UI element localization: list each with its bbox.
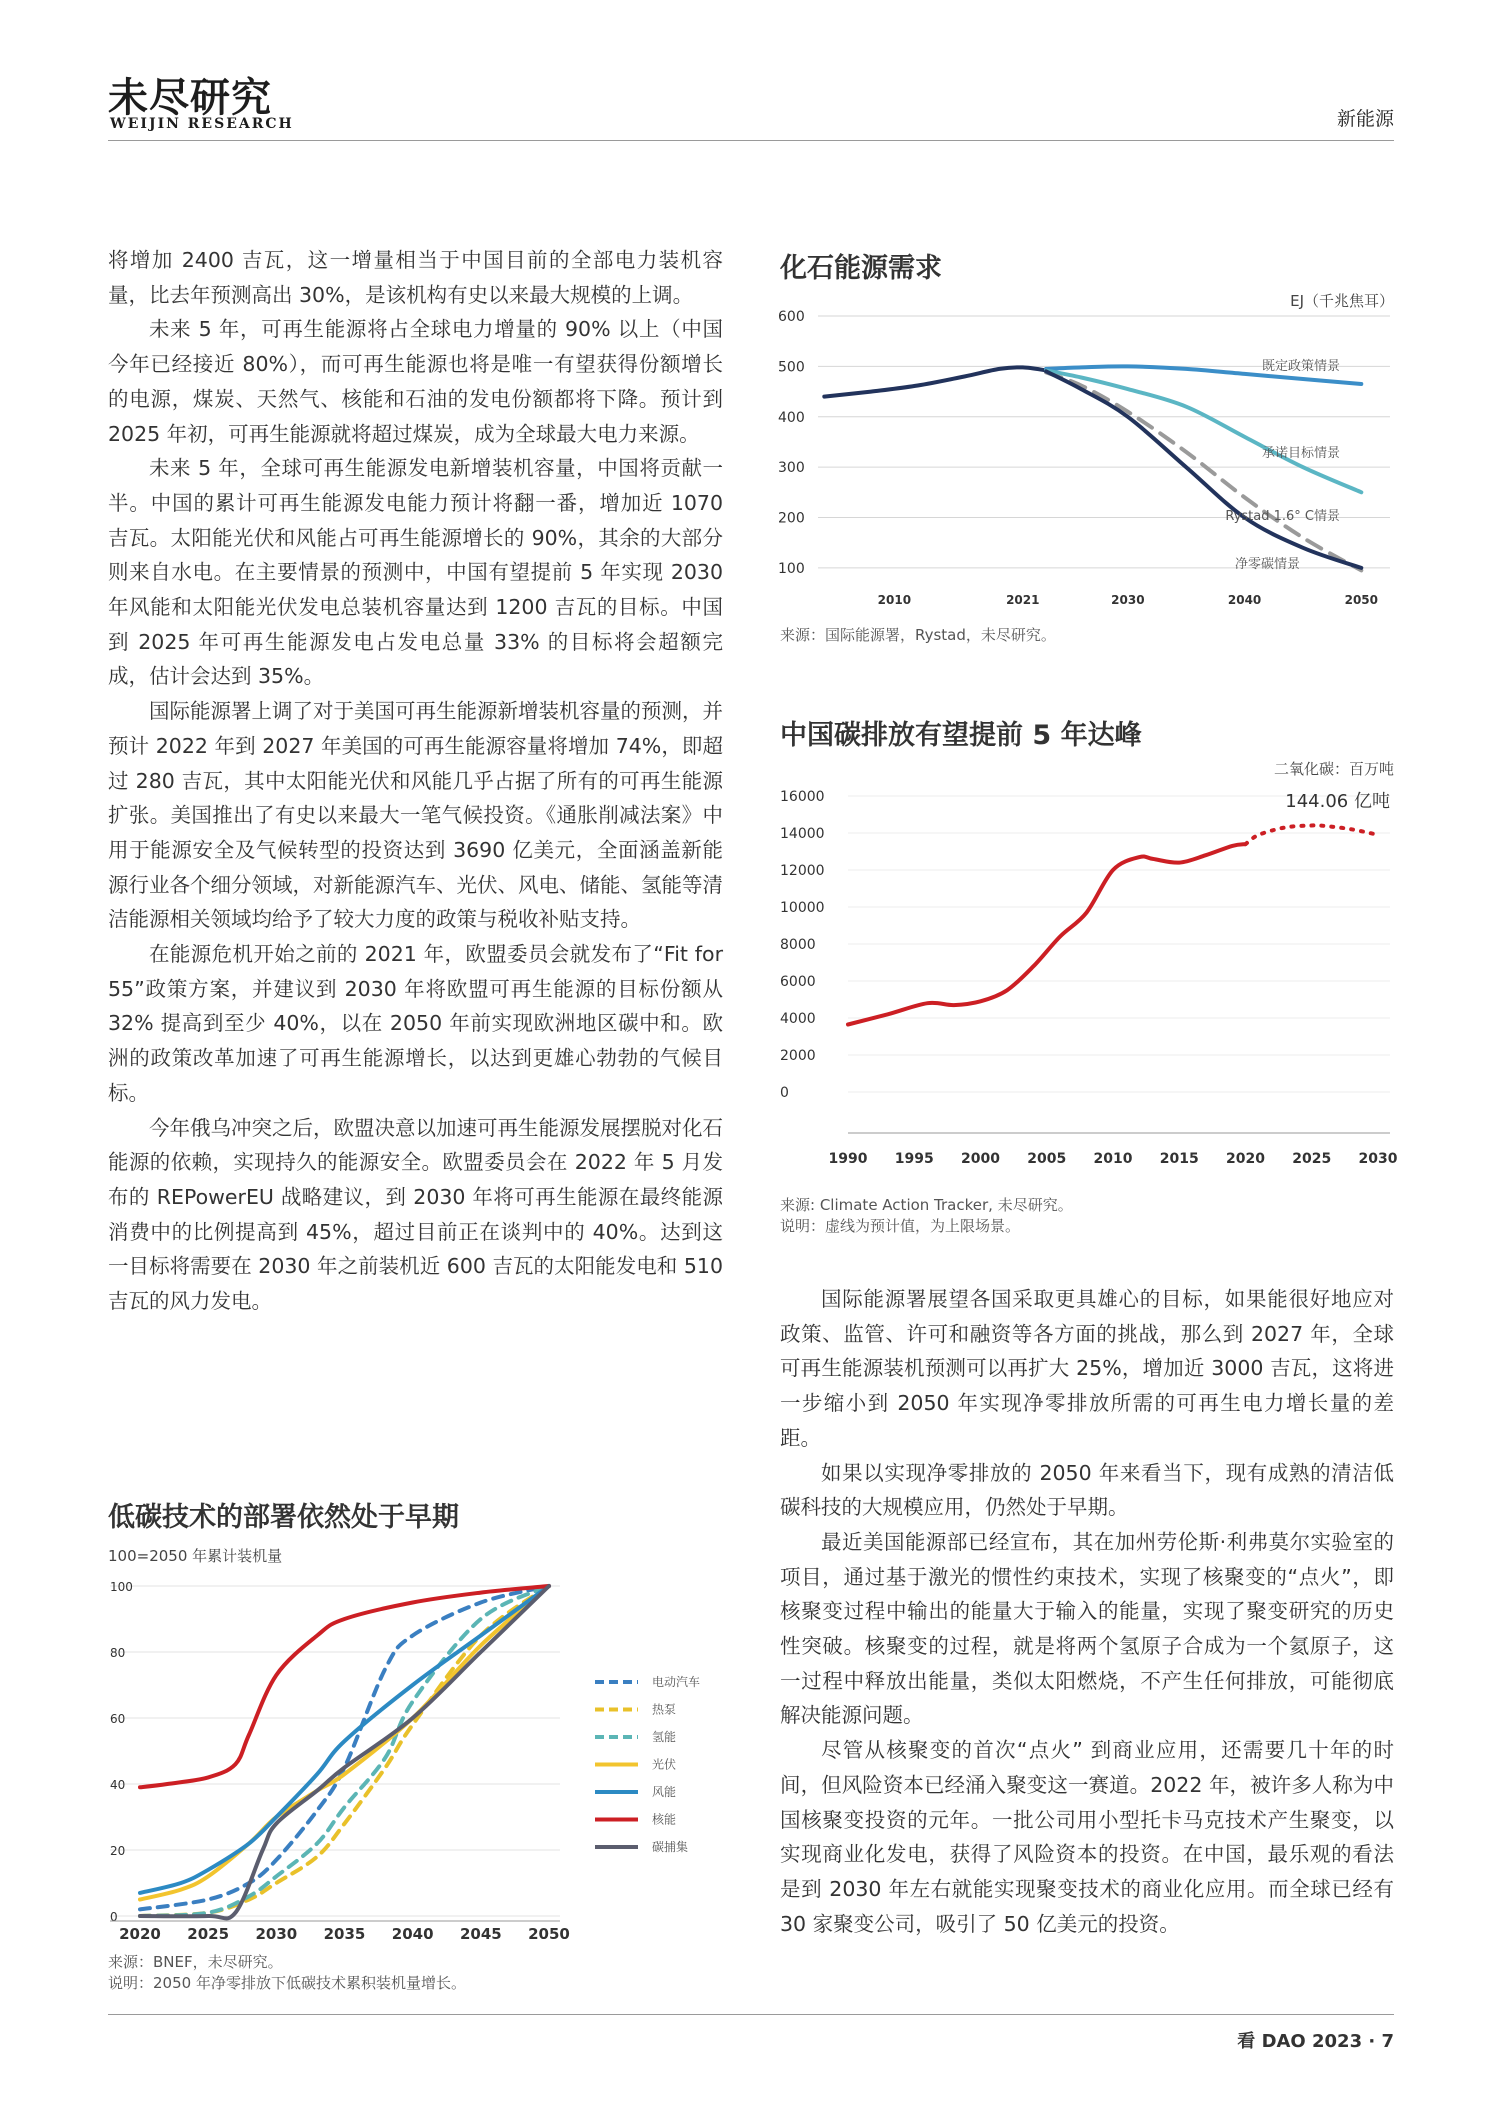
x-tick-label: 2045 xyxy=(459,1925,502,1943)
y-tick-label: 300 xyxy=(778,460,805,477)
legend-label: 电动汽车 xyxy=(652,1675,701,1689)
series-line xyxy=(140,1586,549,1893)
x-tick-label: 2015 xyxy=(1159,1151,1199,1167)
fossil-chart-title: 化石能源需求 xyxy=(780,253,942,284)
section-tag: 新能源 xyxy=(1336,108,1394,130)
series-line xyxy=(1046,370,1361,492)
page-header xyxy=(108,60,1394,141)
paragraph: 未来 5 年，可再生能源将占全球电力增量的 90% 以上（中国今年已经接近 80%），而可再生能源也将是唯一有望获得份额增长的电源，煤炭、天然气、核能和石油的发电份额都将下降。预计到 2025 年初，可再生能源就将超过煤炭，成为全球最大电力来源。 xyxy=(108,317,723,446)
x-tick-label: 2040 xyxy=(1227,593,1262,607)
fossil-chart-unit: EJ（千兆焦耳） xyxy=(1290,292,1394,310)
y-tick-label: 40 xyxy=(110,1778,126,1792)
x-tick-label: 2000 xyxy=(961,1151,1000,1167)
legend-label: 风能 xyxy=(652,1785,677,1799)
x-tick-label: 2010 xyxy=(877,593,912,607)
page-footer xyxy=(108,2014,1394,2052)
y-tick-label: 0 xyxy=(780,1085,789,1101)
x-tick-label: 2020 xyxy=(1226,1151,1265,1167)
y-tick-label: 14000 xyxy=(780,826,825,842)
x-tick-label: 2035 xyxy=(323,1925,366,1943)
y-tick-label: 400 xyxy=(778,409,805,426)
paragraph: 今年俄乌冲突之后，欧盟决意以加速可再生能源发展摆脱对化石能源的依赖，实现持久的能源安全。欧盟委员会在 2022 年 5 月发布的 REPowerEU 战略建议，到 2030 年将可再生能源在最终能源消费中的比例提高到 45%，超过目前正在谈判中的 40%。达到这一目标将需要在 2030 年之前装机近 600 吉瓦的太阳能发电和 510 吉瓦的风力发电。 xyxy=(108,1115,723,1314)
y-tick-label: 500 xyxy=(778,359,805,376)
series-line xyxy=(1046,371,1361,568)
x-tick-label: 2025 xyxy=(1292,1151,1332,1167)
carbon-chart-title: 中国碳排放有望提前 5 年达峰 xyxy=(780,720,1142,751)
paragraph: 尽管从核聚变的首次“点火” 到商业应用，还需要几十年的时间，但风险资本已经涌入聚变这一赛道。2022 年，被许多人称为中国核聚变投资的元年。一批公司用小型托卡马克技术产生聚变，以实现商业化发电，获得了风险资本的投资。在中国，最乐观的看法是到 2030 年左右就能实现聚变技术的商业化应用。而全球已经有 30 家聚变公司，吸引了 50 亿美元的投资。 xyxy=(780,1738,1394,1936)
y-tick-label: 20 xyxy=(110,1844,126,1858)
series-line xyxy=(848,844,1246,1024)
y-tick-label: 4000 xyxy=(780,1011,816,1027)
y-tick-label: 100 xyxy=(110,1580,133,1594)
paragraph: 在能源危机开始之前的 2021 年，欧盟委员会就发布了“Fit for 55”政策方案，并建议到 2030 年将欧盟可再生能源的目标份额从 32% 提高到至少 40%，以在 2050 年前实现欧洲地区碳中和。欧洲的政策改革加速了可再生能源增长，以达到更雄心勃勃的气候目标。 xyxy=(108,942,723,1105)
x-tick-label: 2020 xyxy=(119,1925,161,1943)
peak-annotation: 144.06 亿吨 xyxy=(1285,791,1390,812)
legend-label: 核能 xyxy=(652,1812,677,1827)
lowcarbon-chart-unit: 100=2050 年累计装机量 xyxy=(108,1547,283,1565)
left-column-text xyxy=(108,243,723,1319)
y-tick-label: 0 xyxy=(110,1910,118,1924)
paragraph: 未来 5 年，全球可再生能源发电新增装机容量，中国将贡献一半。中国的累计可再生能源发电能力预计将翻一番，增加近 1070 吉瓦。太阳能光伏和风能占可再生能源增长的 90%，其余的大部分则来自水电。在主要情景的预测中，中国有望提前 5 年实现 2030 年风能和太阳能光伏发电总装机容量达到 1200 吉瓦的目标。中国到 2025 年可再生能源发电占发电总量 33% 的目标将会超额完成，估计会达到 35%。 xyxy=(108,456,723,689)
series-line xyxy=(1246,825,1379,844)
y-tick-label: 200 xyxy=(778,510,805,527)
y-tick-label: 16000 xyxy=(780,789,825,805)
x-tick-label: 2050 xyxy=(528,1925,570,1943)
page-number: 看 DAO 2023 · 7 xyxy=(1237,2031,1394,2052)
paragraph: 国际能源署展望各国采取更具雄心的目标，如果能很好地应对政策、监管、许可和融资等各方面的挑战，那么到 2027 年，全球可再生能源装机预测可以再扩大 25%，增加近 3000 吉瓦，这将进一步缩小到 2050 年实现净零排放所需的可再生电力增长量的差距。 xyxy=(780,1287,1394,1450)
legend-label: 光伏 xyxy=(652,1757,677,1772)
series-line xyxy=(140,1586,549,1909)
carbon-chart-source: 来源: Climate Action Tracker, 未尽研究。 xyxy=(780,1196,1073,1214)
carbon-emission-chart xyxy=(770,775,1410,1175)
series-label: 净零碳情景 xyxy=(1234,557,1300,572)
legend-label: 热泵 xyxy=(652,1702,677,1717)
series-line xyxy=(824,367,1046,396)
legend-label: 碳捕集 xyxy=(652,1840,689,1854)
lowcarbon-chart-note: 说明：2050 年净零排放下低碳技术累积装机量增长。 xyxy=(108,1974,466,1992)
logo-chinese: 未尽研究 xyxy=(108,74,272,121)
x-tick-label: 2005 xyxy=(1027,1151,1067,1167)
paragraph: 最近美国能源部已经宣布，其在加州劳伦斯·利弗莫尔实验室的项目，通过基于激光的惯性约束技术，实现了核聚变的“点火”，即核聚变过程中输出的能量大于输入的能量，实现了聚变研究的历史性突破。核聚变的过程，就是将两个氢原子合成为一个氦原子，这一过程中释放出能量，类似太阳燃烧，不产生任何排放，可能彻底解决能源问题。 xyxy=(780,1529,1394,1728)
y-tick-label: 8000 xyxy=(780,937,816,953)
lowcarbon-chart-title: 低碳技术的部署依然处于早期 xyxy=(108,1502,459,1533)
legend-label: 氢能 xyxy=(652,1730,677,1744)
lowcarbon-deployment-chart xyxy=(100,1570,740,1950)
series-line xyxy=(140,1586,549,1916)
y-tick-label: 100 xyxy=(778,560,805,577)
series-label: 承诺目标情景 xyxy=(1261,446,1340,461)
y-tick-label: 6000 xyxy=(780,974,816,990)
lowcarbon-chart-source: 来源：BNEF，未尽研究。 xyxy=(108,1953,283,1971)
paragraph: 国际能源署上调了对于美国可再生能源新增装机容量的预测，并预计 2022 年到 2027 年美国的可再生能源容量将增加 74%，即超过 280 吉瓦，其中太阳能光伏和风能几乎占据了所有的可再生能源扩张。美国推出了有史以来最大一笔气候投资。《通胀削减法案》中用于能源安全及气候转型的投资达到 3690 亿美元，全面涵盖新能源行业各个细分领域，对新能源汽车、光伏、风电、储能、氢能等清洁能源相关领域均给予了较大力度的政策与税收补贴支持。 xyxy=(108,699,723,932)
x-tick-label: 2030 xyxy=(255,1925,298,1943)
carbon-chart-note: 说明：虚线为预计值，为上限场景。 xyxy=(780,1217,1021,1235)
series-line xyxy=(140,1586,549,1916)
paragraph: 将增加 2400 吉瓦，这一增量相当于中国目前的全部电力装机容量，比去年预测高出 30%，是该机构有史以来最大规模的上调。 xyxy=(108,248,723,307)
x-tick-label: 2030 xyxy=(1358,1151,1398,1167)
fossil-demand-chart xyxy=(770,300,1410,620)
x-tick-label: 1990 xyxy=(828,1151,868,1167)
right-column-text xyxy=(780,1282,1394,1941)
y-tick-label: 80 xyxy=(110,1646,126,1660)
carbon-chart-unit: 二氧化碳：百万吨 xyxy=(1273,760,1394,778)
y-tick-label: 600 xyxy=(778,309,805,325)
series-label: Rystad 1.6° C情景 xyxy=(1225,509,1340,524)
x-tick-label: 2010 xyxy=(1093,1151,1133,1167)
y-tick-label: 12000 xyxy=(780,863,825,879)
x-tick-label: 2050 xyxy=(1344,593,1379,607)
x-tick-label: 2021 xyxy=(1006,593,1040,607)
logo-english: WEIJIN RESEARCH xyxy=(110,116,294,132)
y-tick-label: 60 xyxy=(110,1712,126,1726)
series-line xyxy=(140,1586,549,1918)
x-tick-label: 2040 xyxy=(391,1925,434,1943)
series-line xyxy=(140,1586,549,1787)
fossil-chart-source: 来源：国际能源署，Rystad，未尽研究。 xyxy=(780,626,1056,644)
y-tick-label: 2000 xyxy=(780,1048,816,1064)
x-tick-label: 2030 xyxy=(1111,593,1145,607)
y-tick-label: 10000 xyxy=(780,900,825,916)
paragraph: 如果以实现净零排放的 2050 年来看当下，现有成熟的清洁低碳科技的大规模应用，仍然处于早期。 xyxy=(780,1460,1394,1520)
x-tick-label: 1995 xyxy=(894,1151,934,1167)
series-label: 既定政策情景 xyxy=(1261,359,1340,374)
x-tick-label: 2025 xyxy=(187,1925,230,1943)
